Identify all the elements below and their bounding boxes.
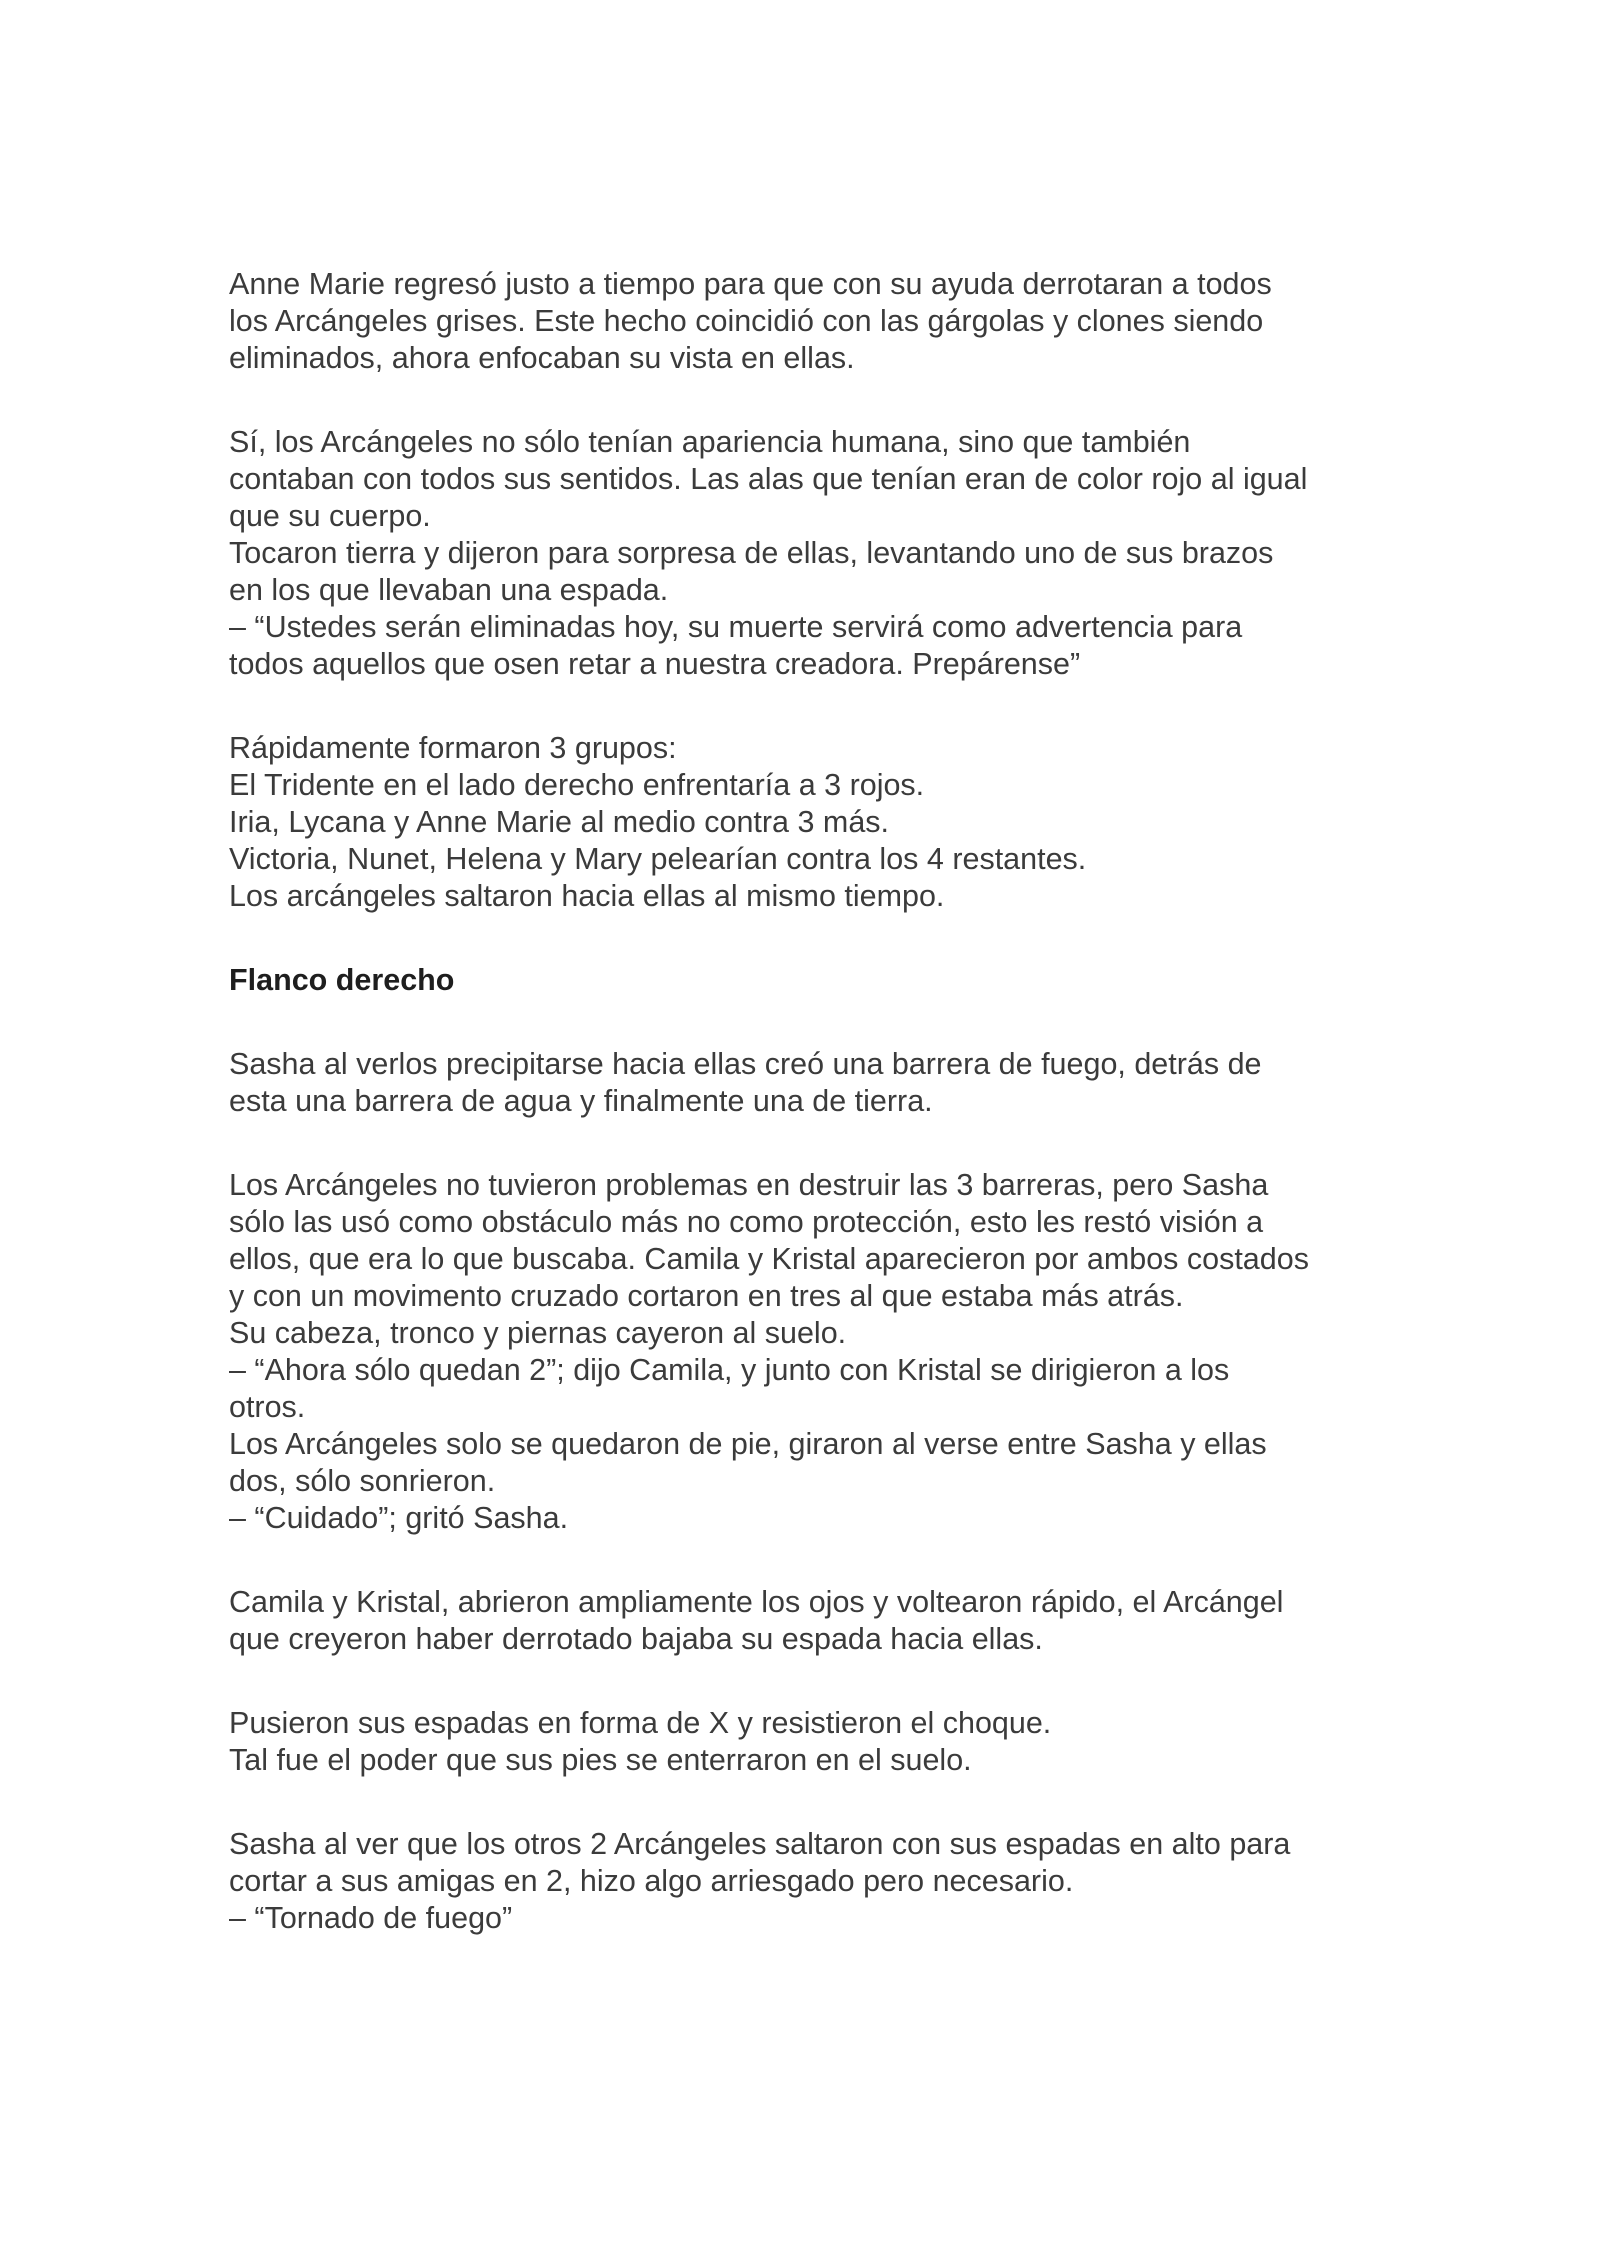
- paragraph-gap: [229, 377, 1429, 424]
- text-line: Tocaron tierra y dijeron para sorpresa de ellas, levantando uno de sus brazos: [229, 536, 1274, 570]
- paragraph-1: [229, 266, 1429, 377]
- paragraph-3: [229, 730, 1429, 915]
- paragraph-6: [229, 1584, 1429, 1658]
- text-line: cortar a sus amigas en 2, hizo algo arriesgado pero necesario.: [229, 1864, 1074, 1898]
- paragraph-gap: [229, 1658, 1429, 1705]
- text-line: Tal fue el poder que sus pies se enterraron en el suelo.: [229, 1743, 972, 1777]
- text-line: Los Arcángeles solo se quedaron de pie, giraron al verse entre Sasha y ellas: [229, 1427, 1267, 1461]
- paragraph-7: [229, 1705, 1429, 1779]
- document-page: [229, 266, 1429, 1937]
- text-line: y con un movimento cruzado cortaron en tres al que estaba más atrás.: [229, 1279, 1184, 1313]
- paragraph-gap: [229, 999, 1429, 1046]
- text-line: otros.: [229, 1390, 306, 1424]
- paragraph-gap: [229, 683, 1429, 730]
- paragraph-gap: [229, 1120, 1429, 1167]
- text-line: Los arcángeles saltaron hacia ellas al mismo tiempo.: [229, 879, 945, 913]
- text-line: que creyeron haber derrotado bajaba su espada hacia ellas.: [229, 1622, 1043, 1656]
- heading-text: Flanco derecho: [229, 963, 455, 997]
- text-line: Rápidamente formaron 3 grupos:: [229, 731, 677, 765]
- paragraph-2: [229, 424, 1429, 683]
- paragraph-gap: [229, 1779, 1429, 1826]
- paragraph-gap: [229, 1537, 1429, 1584]
- text-line: Sasha al ver que los otros 2 Arcángeles saltaron con sus espadas en alto para: [229, 1827, 1291, 1861]
- text-line: Camila y Kristal, abrieron ampliamente los ojos y voltearon rápido, el Arcángel: [229, 1585, 1284, 1619]
- text-line: los Arcángeles grises. Este hecho coincidió con las gárgolas y clones siendo: [229, 304, 1264, 338]
- text-line: – “Cuidado”; gritó Sasha.: [229, 1501, 569, 1535]
- text-line: ellos, que era lo que buscaba. Camila y Kristal aparecieron por ambos costados: [229, 1242, 1309, 1276]
- text-line: – “Ustedes serán eliminadas hoy, su muerte servirá como advertencia para: [229, 610, 1243, 644]
- text-line: Sasha al verlos precipitarse hacia ellas creó una barrera de fuego, detrás de: [229, 1047, 1262, 1081]
- text-line: – “Tornado de fuego”: [229, 1901, 513, 1935]
- text-line: Los Arcángeles no tuvieron problemas en destruir las 3 barreras, pero Sasha: [229, 1168, 1269, 1202]
- text-line: todos aquellos que osen retar a nuestra creadora. Prepárense”: [229, 647, 1081, 681]
- paragraph-5: [229, 1167, 1429, 1537]
- text-line: – “Ahora sólo quedan 2”; dijo Camila, y junto con Kristal se dirigieron a los: [229, 1353, 1230, 1387]
- section-heading: [229, 962, 1429, 999]
- text-line: esta una barrera de agua y finalmente una de tierra.: [229, 1084, 933, 1118]
- text-line: Sí, los Arcángeles no sólo tenían apariencia humana, sino que también: [229, 425, 1191, 459]
- text-line: que su cuerpo.: [229, 499, 431, 533]
- text-line: Su cabeza, tronco y piernas cayeron al suelo.: [229, 1316, 847, 1350]
- text-line: Iria, Lycana y Anne Marie al medio contra 3 más.: [229, 805, 890, 839]
- paragraph-gap: [229, 915, 1429, 962]
- text-line: dos, sólo sonrieron.: [229, 1464, 496, 1498]
- text-line: Pusieron sus espadas en forma de X y resistieron el choque.: [229, 1706, 1052, 1740]
- text-line: en los que llevaban una espada.: [229, 573, 669, 607]
- paragraph-8: [229, 1826, 1429, 1937]
- text-line: Anne Marie regresó justo a tiempo para que con su ayuda derrotaran a todos: [229, 267, 1272, 301]
- paragraph-4: [229, 1046, 1429, 1120]
- text-line: eliminados, ahora enfocaban su vista en ellas.: [229, 341, 855, 375]
- text-line: contaban con todos sus sentidos. Las alas que tenían eran de color rojo al igual: [229, 462, 1308, 496]
- text-line: El Tridente en el lado derecho enfrentaría a 3 rojos.: [229, 768, 925, 802]
- text-line: sólo las usó como obstáculo más no como protección, esto les restó visión a: [229, 1205, 1264, 1239]
- text-line: Victoria, Nunet, Helena y Mary pelearían contra los 4 restantes.: [229, 842, 1087, 876]
